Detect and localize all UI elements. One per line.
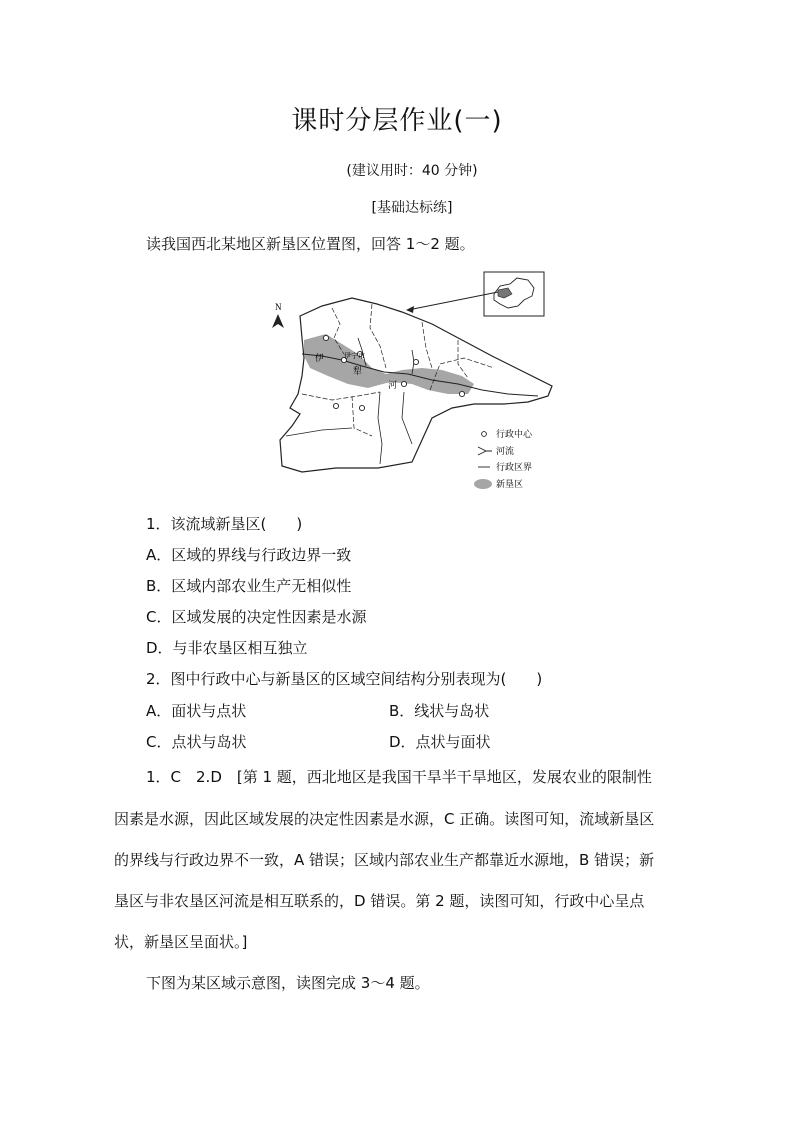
admin-center-marker bbox=[323, 335, 328, 340]
admin-boundary-6 bbox=[352, 396, 372, 436]
admin-center-marker bbox=[359, 405, 364, 410]
question-1-option-c: C．区域发展的决定性因素是水源 bbox=[146, 608, 367, 626]
answer-line-1: 1．C 2.D [第 1 题，西北地区是我国干旱半干旱地区，发展农业的限制性 bbox=[146, 768, 652, 786]
answer-line-4: 垦区与非农垦区河流是相互联系的，D 错误。第 2 题，读图可知，行政中心呈点 bbox=[114, 892, 645, 910]
inset-highlight bbox=[498, 288, 512, 298]
admin-center-legend-icon bbox=[482, 432, 487, 437]
pointer-arrowhead bbox=[406, 306, 414, 313]
question-1-option-b: B．区域内部农业生产无相似性 bbox=[146, 577, 352, 595]
place-label-yi: 伊 bbox=[315, 354, 325, 364]
time-suggestion: (建议用时：40 分钟) bbox=[346, 163, 478, 179]
answer-line-2: 因素是水源，因此区域发展的决定性因素是水源，C 正确。读图可知，流域新垦区 bbox=[114, 810, 655, 828]
question-2-option-c: C．点状与岛状 bbox=[146, 733, 247, 751]
legend-label-admin-boundary: 行政区界 bbox=[496, 463, 533, 473]
place-label-li: 犁 bbox=[353, 367, 363, 377]
north-label: N bbox=[275, 302, 282, 312]
admin-center-marker bbox=[413, 359, 418, 364]
legend-label-admin-center: 行政中心 bbox=[496, 430, 533, 440]
question-2-stem: 2．图中行政中心与新垦区的区域空间结构分别表现为( ) bbox=[146, 670, 543, 688]
admin-center-marker bbox=[333, 403, 338, 408]
reclamation-legend-icon bbox=[474, 479, 492, 489]
section-heading: [基础达标练] bbox=[371, 200, 453, 216]
legend-label-river: 河流 bbox=[496, 447, 515, 457]
question-1-stem: 1．该流域新垦区( ) bbox=[146, 515, 303, 533]
question-1-option-d: D．与非农垦区相互独立 bbox=[146, 639, 308, 657]
answer-line-3: 的界线与行政边界不一致，A 错误；区域内部农业生产都靠近水源地，B 错误；新 bbox=[114, 851, 655, 869]
river-legend-icon bbox=[478, 447, 492, 455]
question-2-option-a: A．面状与点状 bbox=[146, 702, 247, 720]
page-title: 课时分层作业(一) bbox=[291, 106, 503, 136]
admin-boundary-8 bbox=[402, 392, 412, 444]
map-legend bbox=[474, 428, 533, 490]
admin-boundary-7 bbox=[378, 392, 382, 464]
question-2-option-d: D．点状与面状 bbox=[389, 733, 491, 751]
question-intro-1: 读我国西北某地区新垦区位置图，回答 1～2 题。 bbox=[146, 235, 475, 253]
north-arrow-icon bbox=[272, 314, 284, 328]
city-label-yining: 伊宁市 bbox=[344, 352, 365, 360]
answer-line-5: 状，新垦区呈面状。] bbox=[114, 933, 248, 951]
admin-boundary-3 bbox=[422, 322, 432, 368]
legend-label-reclamation: 新垦区 bbox=[496, 480, 524, 490]
question-2-option-b: B．线状与岛状 bbox=[389, 702, 490, 720]
place-label-he: 河 bbox=[388, 381, 398, 391]
admin-boundary-4 bbox=[458, 340, 468, 378]
inset-box bbox=[484, 272, 544, 316]
admin-boundary-5 bbox=[302, 392, 380, 400]
question-1-option-a: A．区域的界线与行政边界一致 bbox=[146, 546, 352, 564]
admin-center-marker bbox=[401, 381, 406, 386]
admin-boundary-10 bbox=[286, 428, 352, 436]
map-figure bbox=[262, 268, 562, 500]
admin-center-marker bbox=[459, 391, 464, 396]
admin-boundary-2 bbox=[370, 304, 386, 368]
question-intro-2: 下图为某区域示意图，读图完成 3～4 题。 bbox=[146, 974, 430, 992]
